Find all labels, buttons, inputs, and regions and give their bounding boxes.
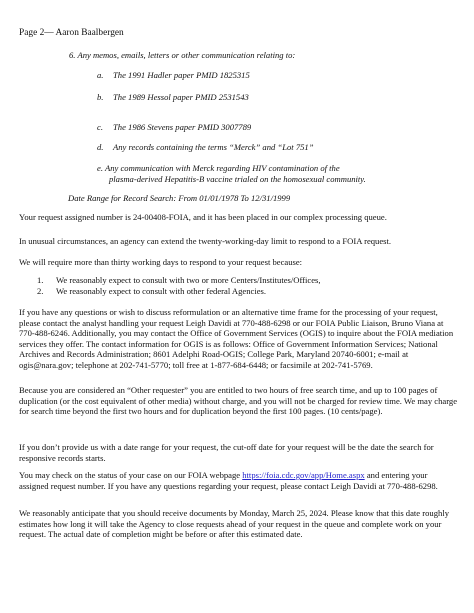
subitem-label: b.: [97, 92, 104, 102]
status-text-after: and entering your assigned request number. If you have any questions regarding your request, please contact Leigh Davidi at 770-488-6298.: [19, 470, 438, 491]
list-item-text: We reasonably expect to consult with other federal Agencies.: [56, 285, 267, 296]
request-subitem: [97, 92, 457, 103]
request-subitem-e: [97, 163, 457, 184]
list-item: [19, 286, 459, 297]
page-header: Page 2— Aaron Baalbergen: [19, 28, 124, 38]
thirty-days-paragraph: We will require more than thirty working days to respond to your request because:: [19, 257, 303, 267]
list-item: [19, 275, 459, 286]
subitem-text: The 1986 Stevens paper PMID 3007789: [113, 122, 252, 132]
list-item-text: We reasonably expect to consult with two or more Centers/Institutes/Offices,: [56, 275, 321, 285]
unusual-circumstances-paragraph: In unusual circumstances, an agency can extend the twenty-working-day limit to respond to a FOIA request.: [19, 236, 392, 246]
subitem-text: The 1989 Hessol paper PMID 2531543: [113, 92, 249, 102]
cutoff-date-paragraph: If you don’t provide us with a date range for your request, the cut-off date for your request will be the date the search for responsive records starts.: [19, 442, 434, 463]
assigned-number-paragraph: Your request assigned number is 24-00408-FOIA, and it has been placed in our complex processing queue.: [19, 212, 387, 222]
date-range: Date Range for Record Search: From 01/01/1978 To 12/31/1999: [68, 193, 291, 203]
status-text-before: You may check on the status of your case on our FOIA webpage: [19, 470, 243, 480]
subitem-text: Any records containing the terms “Merck” and “Lot 751”: [113, 142, 314, 152]
subitem-text: The 1991 Hadler paper PMID 1825315: [113, 70, 250, 80]
status-check-paragraph: [19, 470, 459, 491]
subitem-e-line1: e. Any communication with Merck regarding HIV contamination of the: [97, 163, 340, 173]
subitem-e-line2: plasma-derived Hepatitis-B vaccine trialed on the homosexual community.: [109, 173, 366, 184]
subitem-label: a.: [97, 70, 104, 80]
list-item-number: 1.: [37, 275, 44, 285]
subitem-label: d.: [97, 142, 104, 152]
foia-webpage-link[interactable]: https://foia.cdc.gov/app/Home.aspx: [242, 470, 365, 480]
request-subitem: [97, 70, 457, 81]
reasons-list: [19, 275, 459, 296]
other-requester-paragraph: Because you are considered an “Other requester” you are entitled to two hours of free search time, and up to 100 pages of duplication (or the cost equivalent of other media) without charge, and you will not be charged for review time. We may charge for search time beyond the first two hours and for duplication beyond the first 100 pages. (10 cents/page).: [19, 385, 458, 417]
contact-ogis-paragraph: If you have any questions or wish to discuss reformulation or an alternative time frame for the processing of your request, please contact the analyst handling your request Leigh Davidi at 770-488-6298 or our FOIA Public Liaison, Bruno Viana at 770-488-6246. Additionally, you may contact the Office of Government Services (OGIS) to inquire about the FOIA mediation services they offer. The contact information for OGIS is as follows: Office of Government Information Services; National Archives and Records Administration; 8601 Adelphi Road-OGIS; College Park, Maryland 20740-6001; e-mail at ogis@nara.gov; telephone at 202-741-5770; toll free at 1-877-684-6448; or facsimile at 202-741-5769.: [19, 307, 454, 370]
list-item-number: 2.: [37, 285, 44, 296]
subitem-label: c.: [97, 122, 103, 132]
estimated-date-paragraph: We reasonably anticipate that you should receive documents by Monday, March 25, 2024. Please know that this date roughly estimates how long it will take the Agency to close requests ahead of your request in the queue and complete work on your request. The actual date of completion might be before or after this estimated date.: [19, 508, 450, 540]
request-subitem: [97, 142, 457, 153]
request-subitem: [97, 122, 457, 133]
request-item-6: 6. Any memos, emails, letters or other communication relating to:: [69, 50, 296, 60]
